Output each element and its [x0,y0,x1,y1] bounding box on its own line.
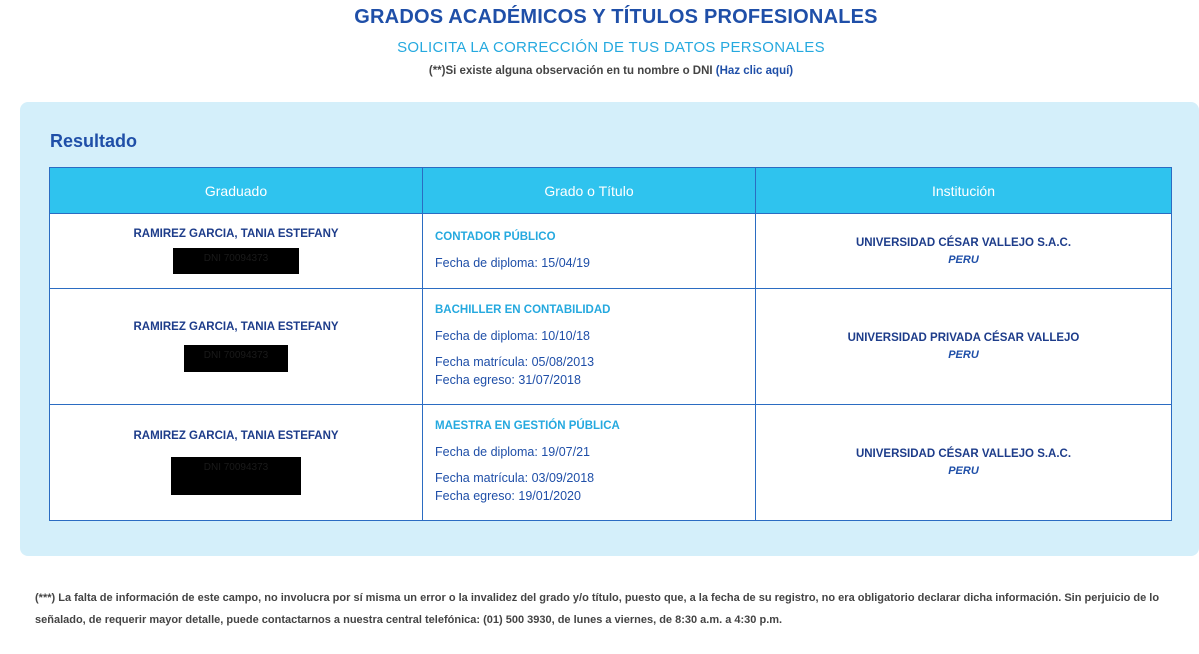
results-table [49,167,1172,521]
graduate-cell [50,214,423,289]
results-title: Resultado [50,131,138,151]
institution-cell [756,289,1172,405]
diploma-date: Fecha de diploma: 15/04/19 [435,255,590,270]
observation-note-text: (**)Si existe alguna observación en tu nombre o DNI [428,65,716,77]
institution-country: PERU [948,253,979,266]
graduate-cell [50,405,423,521]
institution-cell [756,214,1172,289]
degree-cell [423,289,756,405]
graduate-name: RAMIREZ GARCIA, TANIA ESTEFANY [133,321,339,333]
graduation-date: Fecha egreso: 19/01/2020 [435,489,581,503]
disclaimer-footer: (***) La falta de información de este campo, no involucra por sí misma un error o la invalidez del grado y/o título, puesto que, a la fecha de su registro, no era obligatorio declarar dicha información. Sin perjuicio de lo señalado, de requerir mayor detalle, puede contactarnos a nuestra central telefónica: (01) 500 3930, de lunes a viernes, de 8:30 a.m. a 4:30 p.m. [35,592,1160,626]
graduation-date: Fecha egreso: 31/07/2018 [435,373,581,387]
dni-text: DNI 70094373 [203,253,269,264]
table-header-row [50,168,1172,214]
enrollment-date: Fecha matrícula: 05/08/2013 [435,355,595,369]
click-here-link[interactable]: (Haz clic aquí) [715,65,794,77]
column-header-degree: Grado o Título [423,168,756,214]
degree-name: BACHILLER EN CONTABILIDAD [435,304,611,316]
diploma-date: Fecha de diploma: 10/10/18 [435,329,590,343]
dni-text: DNI 70094373 [203,350,269,361]
degree-name: MAESTRA EN GESTIÓN PÚBLICA [435,420,620,432]
graduate-name: RAMIREZ GARCIA, TANIA ESTEFANY [133,430,339,442]
correction-subtitle: SOLICITA LA CORRECCIÓN DE TUS DATOS PERSONALES [397,39,825,56]
institution-name: UNIVERSIDAD CÉSAR VALLEJO S.A.C. [855,236,1072,249]
graduate-name: RAMIREZ GARCIA, TANIA ESTEFANY [133,228,339,240]
dni-text: DNI 70094373 [203,462,269,473]
page-title: GRADOS ACADÉMICOS Y TÍTULOS PROFESIONALES [354,6,878,28]
dni-redacted [184,345,288,372]
institution-name: UNIVERSIDAD CÉSAR VALLEJO S.A.C. [855,448,1072,460]
institution-country: PERU [948,465,979,477]
degree-cell [423,214,756,289]
institution-name: UNIVERSIDAD PRIVADA CÉSAR VALLEJO [847,332,1080,344]
table-row [50,214,1172,289]
institution-cell [756,405,1172,521]
dni-redacted [173,248,299,274]
enrollment-date: Fecha matrícula: 03/09/2018 [435,471,595,485]
degree-name: CONTADOR PÚBLICO [435,230,556,243]
column-header-institution: Institución [756,168,1172,214]
degree-cell [423,405,756,521]
institution-country: PERU [948,349,979,361]
table-row [50,289,1172,405]
dni-redacted [171,457,301,495]
diploma-date: Fecha de diploma: 19/07/21 [435,445,590,459]
observation-note [0,65,1199,77]
table-row [50,405,1172,521]
graduate-cell [50,289,423,405]
column-header-graduate: Graduado [50,168,423,214]
